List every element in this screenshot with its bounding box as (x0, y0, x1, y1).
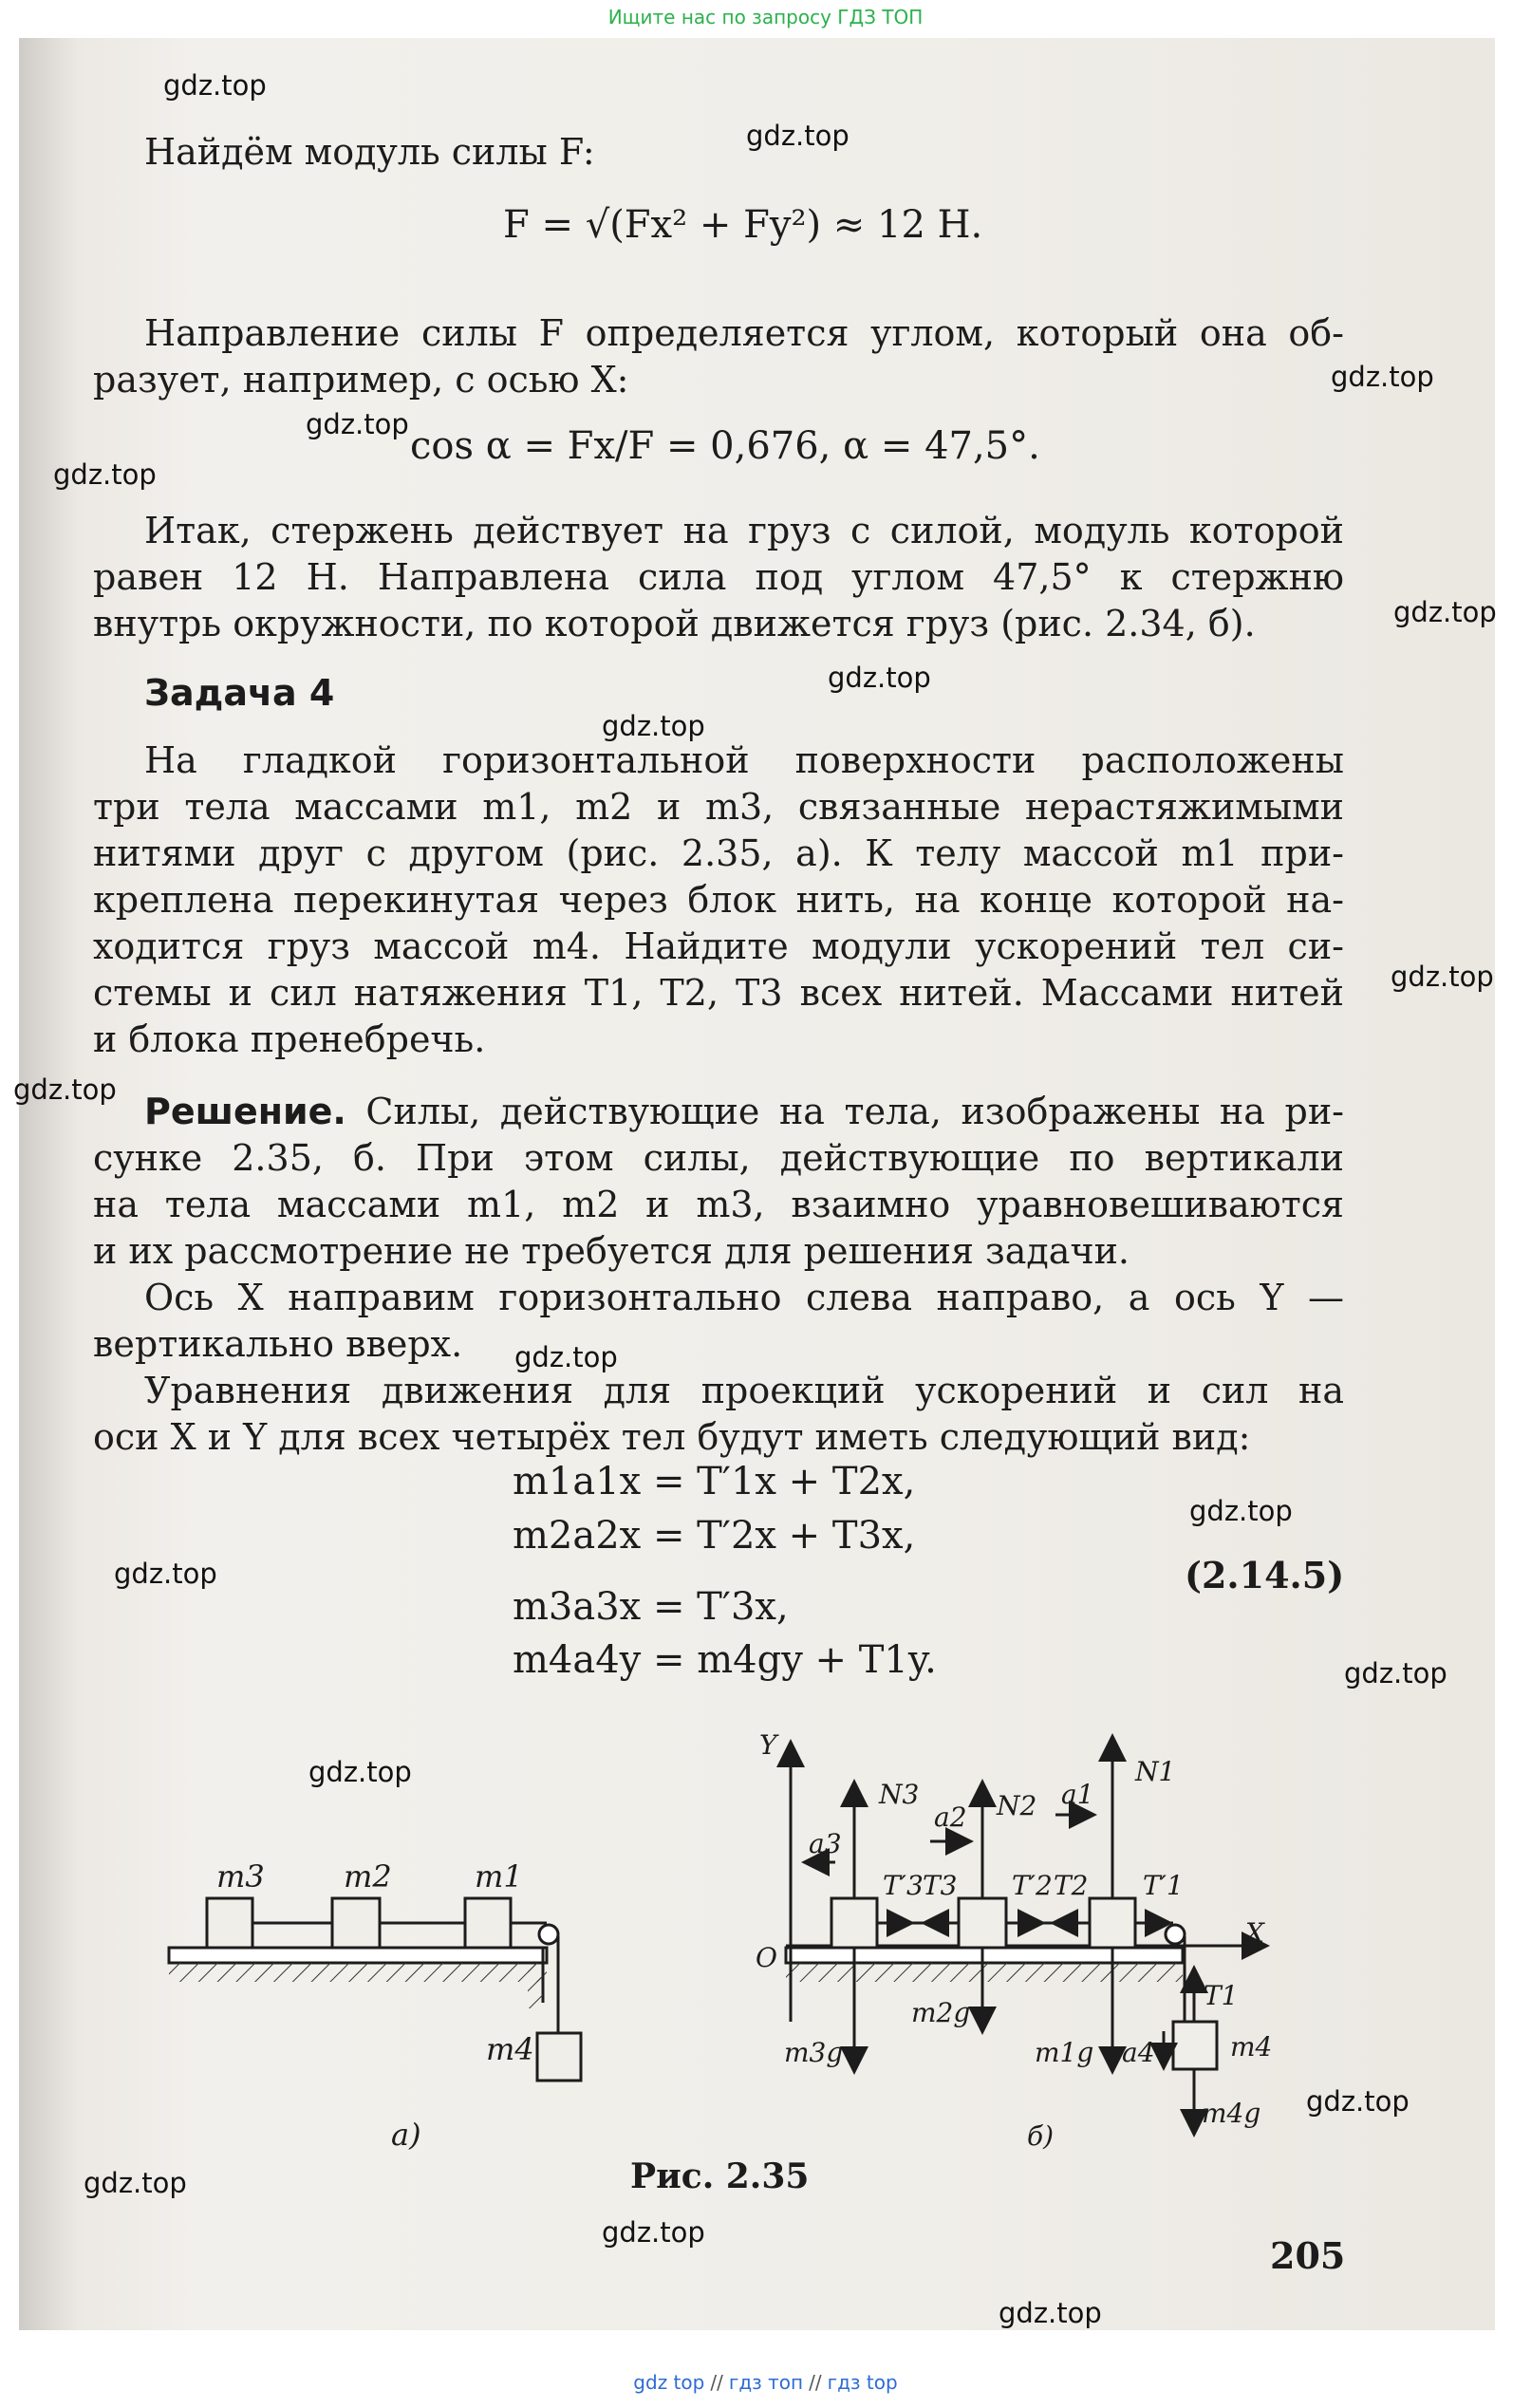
top-banner: Ищите нас по запросу ГДЗ ТОП (607, 6, 924, 28)
watermark: gdz.top (602, 2216, 705, 2249)
watermark: gdz.top (999, 2297, 1102, 2329)
bottom-link-1[interactable]: gdz top (633, 2371, 705, 2394)
bottom-banner (0, 2363, 1531, 2408)
equation-1: m1a1x = T′1x + T2x, (513, 1460, 916, 1503)
equation-3: m3a3x = T′3x, (513, 1585, 789, 1629)
watermark: gdz.top (13, 1073, 117, 1106)
block-m4 (537, 2033, 581, 2081)
text-line: креплена перекинутая через блок нить, на конце которой на- (93, 879, 1344, 921)
watermark: gdz.top (306, 408, 409, 440)
label-T1p: T′1 (1143, 1870, 1184, 1901)
label-a3: a3 (809, 1828, 842, 1859)
block-m2 (332, 1898, 380, 1948)
watermark: gdz.top (1393, 596, 1497, 628)
label-N1: N1 (1135, 1756, 1176, 1787)
text-line: Уравнения движения для проекций ускорений и сил на (144, 1370, 1344, 1411)
pulley-a (539, 1925, 558, 1944)
watermark: gdz.top (1391, 961, 1494, 993)
label-m4: m4 (1230, 2031, 1273, 2063)
label-m1: m1 (475, 1858, 523, 1895)
label-origin: O (756, 1942, 777, 1973)
equation-2: m2a2x = T′2x + T3x, (513, 1514, 916, 1558)
text-line: и их рассмотрение не требуется для решения задачи. (93, 1230, 1130, 1272)
watermark: gdz.top (828, 662, 931, 694)
text-line: Ось X направим горизонтально слева направо, а ось Y — (144, 1277, 1344, 1318)
formula-cos: cos α = Fx/F = 0,676, α = 47,5°. (410, 424, 1040, 468)
label-axis-y: Y (759, 1729, 777, 1761)
bottom-link-2[interactable]: гдз топ (728, 2371, 804, 2394)
label-m2: m2 (344, 1858, 392, 1895)
label-T3p: T′3 (883, 1870, 924, 1901)
label-T2p: T′2 (1012, 1870, 1053, 1901)
text-line: равен 12 Н. Направлена сила под углом 47,5° к стержню (93, 556, 1344, 598)
text-line: Итак, стержень действует на груз с силой, модуль которой (144, 510, 1344, 551)
text-line: вертикально вверх. (93, 1323, 463, 1365)
watermark: gdz.top (84, 2167, 187, 2199)
solution-label: Решение. (144, 1091, 346, 1132)
text-line: внутрь окружности, по которой движется груз (рис. 2.34, б). (93, 603, 1256, 644)
block-m3 (207, 1898, 252, 1948)
watermark: gdz.top (114, 1558, 217, 1590)
text-line: нитями друг с другом (рис. 2.35, а). К телу массой m1 при- (93, 832, 1344, 874)
label-panel-a: а) (391, 2117, 421, 2153)
watermark: gdz.top (163, 69, 267, 102)
watermark: gdz.top (746, 120, 850, 152)
text-line: разует, например, с осью X: (93, 359, 629, 401)
text-line: на тела массами m1, m2 и m3, взаимно уравновешиваются (93, 1184, 1344, 1225)
text-line: Найдём модуль силы F: (144, 131, 595, 173)
label-T1: T1 (1204, 1980, 1239, 2011)
label-m4: m4 (486, 2031, 534, 2067)
text-line: и блока пренебречь. (93, 1018, 486, 1060)
text-line: оси X и Y для всех четырёх тел будут иметь следующий вид: (93, 1416, 1251, 1458)
separator: // (809, 2371, 822, 2394)
label-panel-b: б) (1027, 2120, 1055, 2152)
separator: // (710, 2371, 723, 2394)
label-axis-x: X (1245, 1917, 1264, 1949)
label-a1: a1 (1061, 1779, 1094, 1810)
figure-caption: Рис. 2.35 (630, 2156, 810, 2196)
solution-text: Силы, действующие на тела, изображены на ри- (345, 1091, 1344, 1132)
watermark: gdz.top (514, 1341, 618, 1373)
page-number: 205 (1270, 2234, 1346, 2277)
label-m3g: m3g (784, 2037, 844, 2068)
watermark: gdz.top (53, 458, 157, 491)
label-m4g: m4g (1202, 2098, 1261, 2129)
label-T2: T2 (1054, 1870, 1089, 1901)
equation-4: m4a4y = m4gy + T1y. (513, 1638, 937, 1682)
text-line: Направление силы F определяется углом, который она об- (144, 312, 1344, 354)
text-line: три тела массами m1, m2 и m3, связанные нерастяжимыми (93, 786, 1344, 828)
label-T3: T3 (923, 1870, 958, 1901)
label-N2: N2 (997, 1790, 1037, 1821)
formula-force-modulus: F = √(Fx² + Fy²) ≈ 12 Н. (503, 203, 983, 247)
text-line: сунке 2.35, б. При этом силы, действующие по вертикали (93, 1137, 1344, 1179)
task-heading: Задача 4 (144, 672, 335, 714)
label-m2g: m2g (911, 1997, 971, 2028)
equation-number: (2.14.5) (1185, 1554, 1345, 1596)
watermark: gdz.top (308, 1756, 412, 1788)
watermark: gdz.top (1306, 2085, 1410, 2118)
text-line: ходится груз массой m4. Найдите модули ускорений тел си- (93, 925, 1344, 967)
watermark: gdz.top (602, 710, 705, 742)
text-line: стемы и сил натяжения T1, T2, T3 всех нитей. Массами нитей (93, 972, 1344, 1014)
label-m3: m3 (216, 1858, 265, 1895)
watermark: gdz.top (1344, 1657, 1447, 1689)
watermark: gdz.top (1189, 1495, 1293, 1527)
bottom-link-3[interactable]: гдз top (827, 2371, 898, 2394)
label-N3: N3 (879, 1779, 920, 1810)
text-line: На гладкой горизонтальной поверхности расположены (144, 739, 1344, 781)
watermark: gdz.top (1331, 361, 1434, 393)
block-m1 (465, 1898, 511, 1948)
label-a2: a2 (934, 1801, 967, 1833)
label-m1g: m1g (1035, 2037, 1094, 2068)
label-a4: a4 (1122, 2037, 1155, 2068)
